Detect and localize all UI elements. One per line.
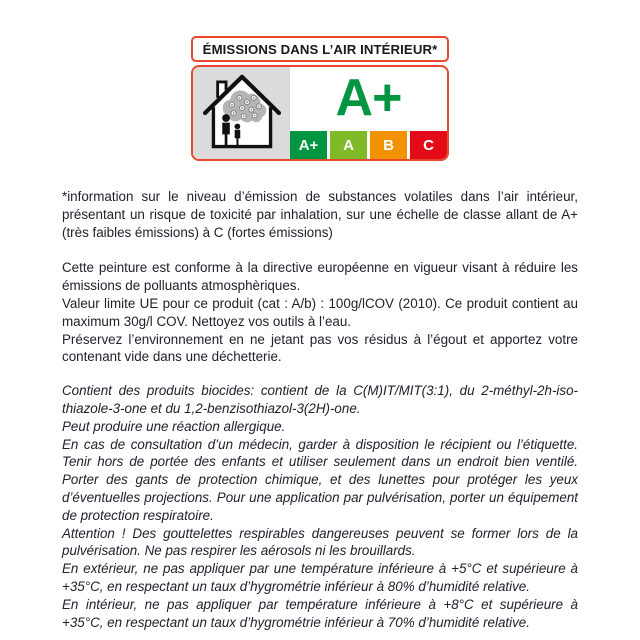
label-explanations xyxy=(62,188,578,631)
hazard-warning-paragraph: En cas de consultation d’un médecin, garder à disposition le récipient ou l’étiquette. Tenir hors de portée des enfants et utiliser seulement dans un endroit bien ventilé. Porter des gants de protection chimique, et des lunettes pour protéger les yeux d’éventuelles projections. Pour une application par pulvérisation, porter un équipement de protection respiratoire. xyxy=(62,436,578,523)
warnings-block xyxy=(62,382,578,631)
regulatory-paragraph: Valeur limite UE pour ce produit (cat : A/b) : 100g/lCOV (2010). Ce produit contient au maximum 30g/l COV. Nettoyez vos outils à l’eau. xyxy=(62,295,578,329)
scale-grade-b: B xyxy=(370,131,407,159)
paint-voc-label-sheet xyxy=(0,36,640,640)
hazard-warning-paragraph: Attention ! Des gouttelettes respirables dangereuses peuvent se former lors de la pulvérisation. Ne pas respirer les aérosols ni les brouillards. xyxy=(62,525,578,559)
regulatory-paragraph: Préservez l’environnement en ne jetant pas vos résidus à l’égout et apportez votre contenant vide dans une déchetterie. xyxy=(62,331,578,365)
hazard-warning-paragraph: Peut produire une réaction allergique. xyxy=(62,418,286,434)
house-panel xyxy=(193,67,290,159)
regulatory-paragraph: Cette peinture est conforme à la directive européenne en vigueur visant à réduire les émissions de polluants atmosphèriques. xyxy=(62,260,578,294)
scale-grade-c: C xyxy=(410,131,447,159)
indoor-air-emissions-label xyxy=(191,36,449,161)
hazard-warning-paragraph: Contient des produits biocides: contient de la C(M)IT/MIT(3:1), du 2-méthyl-2h-isothiazole-3-one et du 1,2-benzisothiazol-3(2H)-one. xyxy=(62,383,578,416)
label-main-box xyxy=(191,65,449,161)
hazard-warning-paragraph: En intérieur, ne pas appliquer par température inférieure à +8°C et supérieure à +35°C, en respectant un taux d’hygrométrie inférieur à 70% d’humidité relative. xyxy=(62,596,578,630)
emission-grade: A+ xyxy=(335,69,402,127)
regulatory-block xyxy=(62,259,578,366)
scale-grade-a-plus: A+ xyxy=(290,131,327,159)
hazard-warning-paragraph: En extérieur, ne pas appliquer par une température inférieure à +5°C et supérieure à +35°C, en respectant un taux d’hygrométrie inférieur à 80% d’humidité relative. xyxy=(62,561,578,594)
grade-panel xyxy=(290,67,447,159)
emission-scale xyxy=(290,131,447,159)
label-title: ÉMISSIONS DANS L’AIR INTÉRIEUR* xyxy=(191,36,449,62)
house-pollution-icon xyxy=(199,71,285,155)
footnote-paragraph: *information sur le niveau d’émission de substances volatiles dans l’air intérieur, présentant un risque de toxicité par inhalation, sur une échelle de classe allant de A+ (très faibles émissions) à C (fortes émissions) xyxy=(62,189,578,240)
scale-grade-a: A xyxy=(330,131,367,159)
